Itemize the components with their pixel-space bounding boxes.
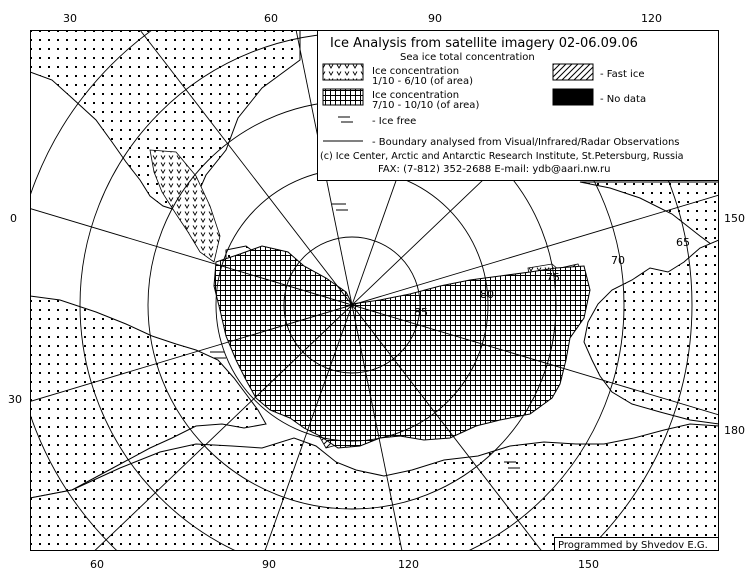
map-subtitle: Sea ice total concentration — [400, 52, 535, 63]
lon-left-30: 30 — [8, 393, 22, 406]
lon-top-60: 60 — [264, 12, 278, 25]
legend-swatch-ice-low — [323, 64, 363, 80]
legend-panel — [318, 31, 719, 181]
legend-swatch-no-data — [553, 89, 593, 105]
lon-bottom-150: 150 — [578, 558, 599, 571]
lat-label-85: 85 — [414, 306, 428, 319]
lat-label-65: 65 — [676, 236, 690, 249]
legend-boundary-label: - Boundary analysed from Visual/Infrared/Radar Observations — [372, 137, 680, 148]
lon-right-150: 150 — [724, 212, 745, 225]
legend-swatch-fast-ice — [553, 64, 593, 80]
credit-box — [555, 538, 719, 552]
lon-bottom-60: 60 — [90, 558, 104, 571]
lon-top-90: 90 — [428, 12, 442, 25]
legend-ice-high-line2: 7/10 - 10/10 (of area) — [372, 100, 480, 111]
legend-ice-high-line1: Ice concentration — [372, 90, 460, 101]
lon-bottom-120: 120 — [398, 558, 419, 571]
lon-left-0: 0 — [10, 212, 17, 225]
legend-copyright: (c) Ice Center, Arctic and Antarctic Research Institute, St.Petersburg, Russia — [320, 151, 684, 162]
legend-contact: FAX: (7-812) 352-2688 E-mail: ydb@aari.nw.ru — [378, 164, 611, 175]
legend-fast-ice-label: - Fast ice — [600, 69, 645, 80]
lon-bottom-90: 90 — [262, 558, 276, 571]
lon-top-120: 120 — [641, 12, 662, 25]
credit-text: Programmed by Shvedov E.G. — [558, 540, 708, 551]
legend-ice-low-line2: 1/10 - 6/10 (of area) — [372, 76, 473, 87]
lat-label-80: 80 — [480, 288, 494, 301]
lon-right-180: 180 — [724, 424, 745, 437]
legend-swatch-ice-high — [323, 89, 363, 105]
legend-no-data-label: - No data — [600, 94, 647, 105]
lat-label-70: 70 — [611, 254, 625, 267]
lat-label-75: 75 — [546, 271, 560, 284]
legend-ice-free-label: - Ice free — [372, 116, 417, 127]
lon-top-30: 30 — [63, 12, 77, 25]
legend-ice-low-line1: Ice concentration — [372, 66, 460, 77]
map-title: Ice Analysis from satellite imagery 02-06.09.06 — [330, 36, 638, 51]
